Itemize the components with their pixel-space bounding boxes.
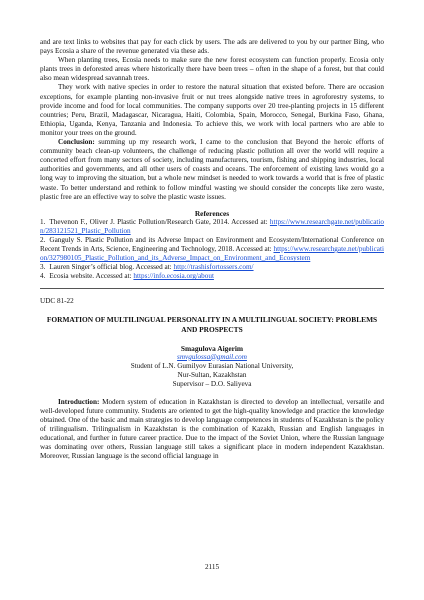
reference-item: 3. Lauren Singer’s official blog. Accessed at: http://trashisfortossers.com/ — [40, 263, 254, 272]
introduction-paragraph — [40, 398, 384, 462]
introduction-text: Modern system of education in Kazakhstan is directed to develop an intellectual, versatile and well-developed future community. Students are oriented to get the high-quality knowledge and practice the knowledge obtained. One of the basic and main strategies to develop language competences in students of Kazakhstan is the policy of trilingualism. Trilingualism in Kazakhstan is the combination of Kazakh, Russian and English languages in educational, and further in future career practice. Due to the impact of the Soviet Union, where the Russian language was dominating over others, Russian language still takes a significant place in modern independent Kazakhstan. Moreover, Russian language is the second official language in — [40, 397, 384, 461]
references-title: References — [194, 208, 230, 218]
conclusion-label: Conclusion: — [58, 138, 95, 147]
email-link[interactable]: smvgulossa@gmail.com — [177, 352, 247, 361]
page-number: 2115 — [204, 563, 220, 571]
affiliation: Student of L.N. Gumilyov Eurasian National University, — [130, 361, 294, 370]
reference-link[interactable]: https://info.ecosia.org/about — [133, 272, 214, 281]
introduction-label: Introduction: — [58, 397, 100, 406]
page — [40, 38, 384, 462]
reference-item: 1. Thevenon F., Oliver J. Plastic Pollution/Research Gate, 2014. Accessed at: https://www.researchgate.net/publication/283121521_Plastic_Pollution — [40, 217, 384, 235]
reference-item: 2. Ganguly S. Plastic Pollution and its Adverse Impact on Environment and Ecosystem/International Conference on Recent Trends in Arts, Science, Engineering and Technology, 2018. Accessed at: https://www.researchgate.net/publication/327980105_Plastic_Pollution_and_its_Adverse_Impact_on_Environment_and_Ecosystem — [40, 235, 384, 263]
conclusion-paragraph — [40, 138, 384, 202]
paragraph: They work with native species in order to restore the natural situation that existed before. There are occasion exceptions, for example planting non-invasive fruit or nut trees alongside native trees in agroforestry systems, to provide income and food for local communities. The company supports over 20 tree-planting projects in 15 different countries; Peru, Brazil, Madagascar, Nicaragua, Haiti, Colombia, Spain, Morocco, Senegal, Burkina Faso, Ghana, Ethiopia, Uganda, Kenya, Tanzania and Indonesia. To achieve this, we work with local partners who are able to monitor your trees on the ground. — [40, 83, 384, 137]
udc-code: UDC 81-22 — [40, 297, 74, 306]
author-name: Smagulova Aigerim — [180, 343, 244, 353]
conclusion-text: summing up my research work, I came to the conclusion that Beyond the heroic efforts of community beach clean-up volunteers, the challenge of reducing plastic pollution all over the world will require a concerted effort from many sectors of society, including manufacturers, tourism, fishing and shipping industries, local authorities and governments, and all other users of coasts and oceans. The enforcement of existing laws would go a long way to improving the situation, but a whole new mindset is needed to work towards a world that is free of plastic waste. To better understand and rethink to follow mindful wasting we should consider the concepts like zero waste, plastic free are an effective way to solve the plastic waste issues. — [40, 138, 384, 201]
affiliation-location: Nur-Sultan, Kazakhstan — [177, 370, 247, 379]
paragraph: and are text links to websites that pay for each click by users. The ads are delivered to you by our partner Bing, who pays Ecosia a share of the revenue generated via these ads. — [40, 38, 384, 56]
supervisor: Supervisor – D.O. Saliyeva — [172, 379, 252, 388]
paragraph: When planting trees, Ecosia needs to make sure the new forest ecosystem can function properly. Ecosia only plants trees in deforested areas where historically there have been trees – often in the shape of a forest, but that could also mean widespread savannah trees. — [40, 56, 384, 83]
reference-item: 4. Ecosia website. Accessed at: https://info.ecosia.org/about — [40, 272, 214, 281]
author-email — [40, 353, 384, 362]
article-title: FORMATION OF MULTILINGUAL PERSONALITY IN A MULTILINGUAL SOCIETY: PROBLEMS AND PROSPECTS — [46, 315, 378, 334]
reference-link[interactable]: https://www.researchgate.net/publication/283121521_Plastic_Pollution — [40, 217, 384, 235]
reference-link[interactable]: https://www.researchgate.net/publication/327980105_Plastic_Pollution_and_its_Adverse_Impact_on_Environment_and_Ecosystem — [40, 244, 384, 263]
section-divider — [40, 288, 384, 289]
reference-link[interactable]: http://trashisfortossers.com/ — [173, 263, 254, 272]
